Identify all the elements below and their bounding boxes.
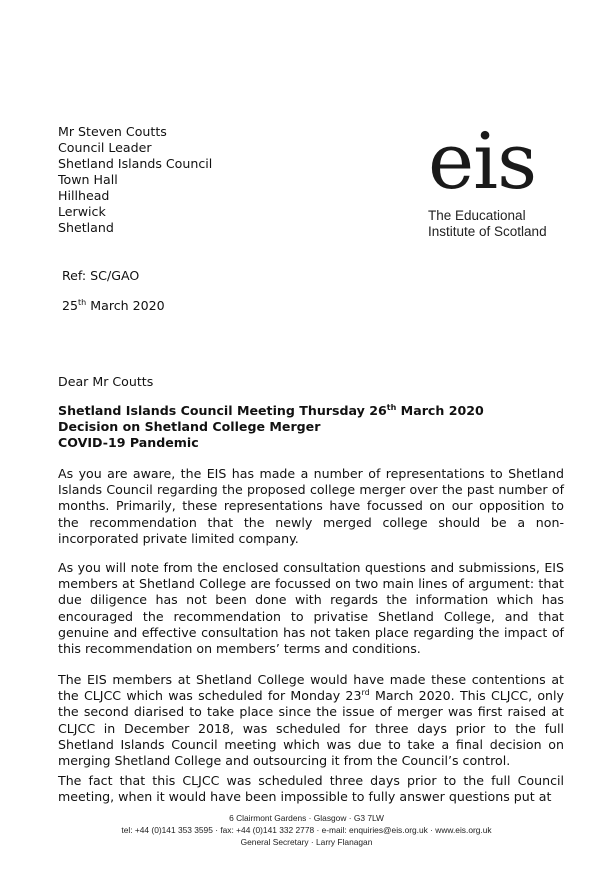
body-paragraph-1: As you are aware, the EIS has made a number of representations to Shetland Islands Council regarding the proposed college merger over the past number of months. Primarily, these representations have focussed on our opposition to the recommendation that the newly merged college should be a non-incorporated private limited company. (58, 466, 564, 546)
logo-tagline-line-1: The Educational (428, 208, 526, 223)
letter-date (62, 298, 165, 313)
heading-line-3: COVID-19 Pandemic (58, 435, 199, 450)
footer-address: 6 Clairmont Gardens · Glasgow · G3 7LW (229, 813, 384, 823)
address-line: Shetland Islands Council (58, 156, 213, 171)
paragraph-3-text-a: The EIS members at Shetland College would have made these contentions at the CLJCC which was scheduled for Monday 23 (58, 672, 564, 704)
body-paragraph-4: The fact that this CLJCC was scheduled three days prior to the full Council meeting, when it would have been impossible to fully answer questions put at (58, 773, 564, 805)
reference: Ref: SC/GAO (62, 268, 140, 283)
date-suffix: th (78, 297, 87, 307)
date-rest: March 2020 (86, 298, 165, 313)
heading-line-1-sup: th (386, 402, 397, 412)
footer-secretary: General Secretary · Larry Flanagan (240, 837, 373, 847)
footer-contact: tel: +44 (0)141 353 3595 · fax: +44 (0)141 332 2778 · e-mail: enquiries@eis.org.uk · www.eis.org.uk (121, 825, 492, 835)
logo-tagline-line-2: Institute of Scotland (428, 224, 547, 239)
paragraph-3-text-b: March 2020. This CLJCC, only the second diarised to take place since the issue of merger was first raised at CLJCC in December 2018, was scheduled for three days prior to the full Shetland Islands Council meeting which was due to take a final decision on merging Shetland College and outsourcing it from the Council’s control. (58, 688, 564, 769)
eis-logo (428, 117, 568, 240)
date-day: 25 (62, 298, 79, 313)
address-line: Hillhead (58, 188, 110, 203)
logo-wordmark: eis (428, 117, 537, 207)
address-line: Town Hall (58, 172, 118, 187)
recipient-address (58, 124, 212, 236)
address-line: Shetland (58, 220, 114, 235)
letterhead-footer (0, 812, 613, 848)
heading-line-1-end: March 2020 (396, 403, 484, 418)
body-paragraph-3 (58, 672, 564, 769)
subject-heading (58, 403, 484, 451)
heading-line-1 (58, 403, 484, 419)
heading-line-2: Decision on Shetland College Merger (58, 419, 321, 434)
paragraph-3-sup: rd (361, 688, 370, 698)
address-line: Mr Steven Coutts (58, 124, 167, 139)
heading-line-1-text: Shetland Islands Council Meeting Thursday 26 (58, 403, 387, 418)
address-line: Council Leader (58, 140, 152, 155)
salutation: Dear Mr Coutts (58, 374, 154, 389)
address-line: Lerwick (58, 204, 106, 219)
body-paragraph-2: As you will note from the enclosed consultation questions and submissions, EIS members at Shetland College are focussed on two main lines of argument: that due diligence has not been done with regards the information which has encouraged the recommendation to privatise Shetland College, and that genuine and effective consultation has not taken place regarding the impact of this recommendation on members’ terms and conditions. (58, 560, 564, 657)
